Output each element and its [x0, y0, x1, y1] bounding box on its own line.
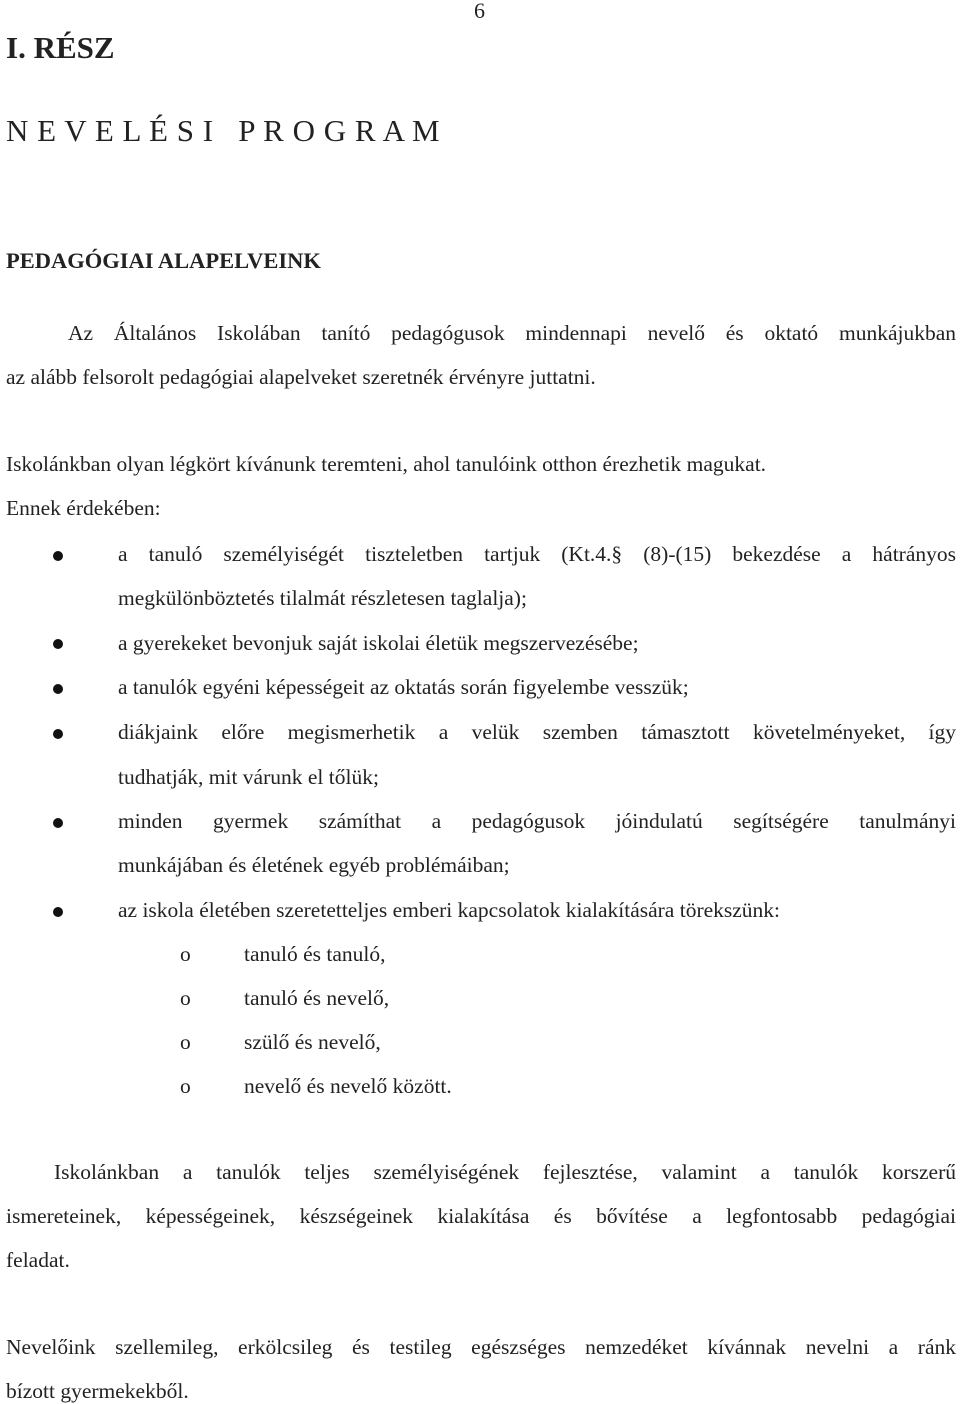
bullet-icon: [53, 639, 63, 649]
list-item-line-2: munkájában és életének egyéb problémáiban;: [118, 853, 510, 877]
list-item-line-1: a tanuló személyiségét tiszteletben tartjuk (Kt.4.§ (8)-(15) bekezdése a hátrányos: [118, 542, 956, 566]
intro-line-1: Az Általános Iskolában tanító pedagógusok mindennapi nevelő és oktató munkájukban: [68, 321, 956, 345]
bullet-icon: [53, 729, 63, 739]
list-item-line-1: a gyerekeket bevonjuk saját iskolai életük megszervezésébe;: [118, 631, 639, 655]
list-item-line-1: minden gyermek számíthat a pedagógusok jóindulatú segítségére tanulmányi: [118, 809, 956, 833]
list-item-line-1: a tanulók egyéni képességeit az oktatás során figyelembe vesszük;: [118, 675, 689, 699]
program-title: N E V E L É S I P R O G R A M: [6, 113, 441, 148]
teachers-line-1: Nevelőink szellemileg, erkölcsileg és testileg egészséges nemzedéket kívánnak nevelni a ránk: [6, 1335, 956, 1359]
circle-marker-icon: o: [180, 942, 191, 966]
list-item-line-2: tudhatják, mit várunk el tőlük;: [118, 765, 379, 789]
development-line-2: ismereteinek, képességeinek, készségeinek kialakítása és bővítése a legfontosabb pedagógiai: [6, 1204, 956, 1228]
page-number: 6: [474, 0, 485, 23]
sublist-item-label: szülő és nevelő,: [244, 1030, 381, 1054]
development-line-1: Iskolánkban a tanulók teljes személyiségének fejlesztése, valamint a tanulók korszerű: [54, 1160, 956, 1184]
sublist-item-label: tanuló és tanuló,: [244, 942, 386, 966]
list-item-line-1: diákjaink előre megismerhetik a velük szemben támasztott követelményeket, így: [118, 720, 956, 744]
part-title: I. RÉSZ: [6, 30, 115, 65]
bullet-icon: [53, 684, 63, 694]
sublist-item-label: nevelő és nevelő között.: [244, 1074, 452, 1098]
development-line-3: feladat.: [6, 1248, 70, 1272]
atmosphere-line-2: Ennek érdekében:: [6, 496, 161, 520]
bullet-icon: [53, 818, 63, 828]
bullet-icon: [53, 551, 63, 561]
section-heading: PEDAGÓGIAI ALAPELVEINK: [6, 248, 321, 273]
bullet-icon: [53, 907, 63, 917]
list-item-line-1: az iskola életében szeretetteljes emberi kapcsolatok kialakítására törekszünk:: [118, 898, 781, 922]
atmosphere-line-1: Iskolánkban olyan légkört kívánunk teremteni, ahol tanulóink otthon érezhetik magukat.: [6, 452, 767, 476]
list-item-line-2: megkülönböztetés tilalmát részletesen taglalja);: [118, 586, 527, 610]
circle-marker-icon: o: [180, 1030, 191, 1054]
intro-line-2: az alább felsorolt pedagógiai alapelveket szeretnék érvényre juttatni.: [6, 365, 596, 389]
teachers-line-2: bízott gyermekekből.: [6, 1379, 189, 1403]
circle-marker-icon: o: [180, 1074, 191, 1098]
circle-marker-icon: o: [180, 986, 191, 1010]
sublist-item-label: tanuló és nevelő,: [244, 986, 390, 1010]
